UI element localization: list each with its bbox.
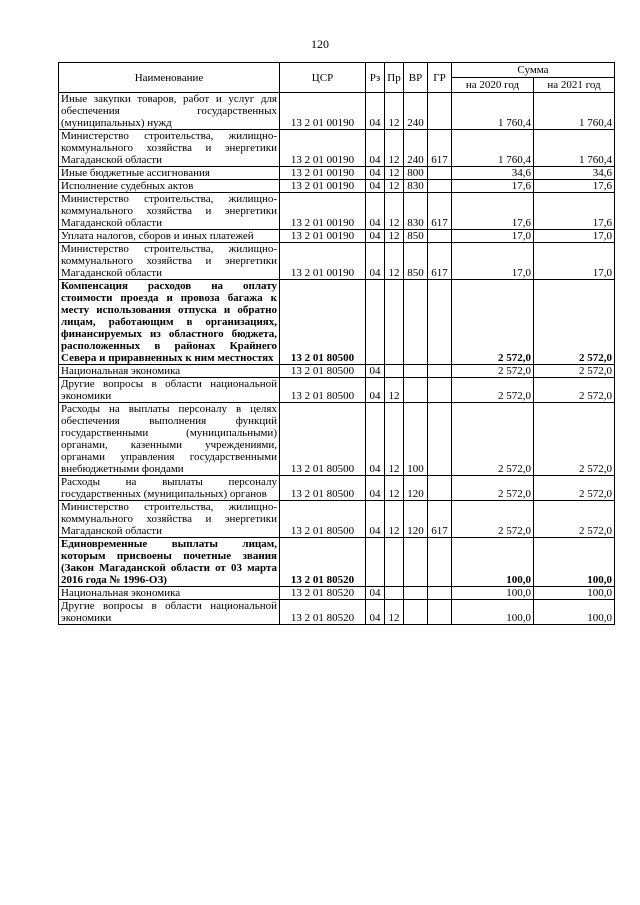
row-pr: 12 [385,476,404,501]
row-pr [385,280,404,365]
row-pr: 12 [385,93,404,130]
row-name: Расходы на выплаты персоналу государственных (муниципальных) органов [59,476,280,501]
row-csr: 13 2 01 80520 [280,538,366,587]
row-rz: 04 [366,230,385,243]
row-sum-2021: 2 572,0 [534,378,615,403]
row-sum-2020: 34,6 [452,167,534,180]
table-row [59,193,615,230]
row-csr: 13 2 01 00190 [280,243,366,280]
row-sum-2020: 2 572,0 [452,403,534,476]
row-csr: 13 2 01 00190 [280,167,366,180]
row-pr: 12 [385,403,404,476]
row-sum-2021: 17,6 [534,180,615,193]
row-csr: 13 2 01 00190 [280,230,366,243]
row-name: Уплата налогов, сборов и иных платежей [59,230,280,243]
row-vr: 240 [404,93,428,130]
row-sum-2021: 1 760,4 [534,130,615,167]
row-rz: 04 [366,501,385,538]
row-rz: 04 [366,193,385,230]
table-row [59,230,615,243]
row-rz: 04 [366,378,385,403]
row-vr: 850 [404,230,428,243]
table-body [59,93,615,625]
row-name: Министерство строительства, жилищно-коммунального хозяйства и энергетики Магаданской области [59,130,280,167]
row-csr: 13 2 01 00190 [280,180,366,193]
row-gr [428,93,452,130]
row-sum-2021: 2 572,0 [534,476,615,501]
row-sum-2021: 100,0 [534,600,615,625]
row-sum-2020: 2 572,0 [452,378,534,403]
row-vr: 120 [404,501,428,538]
row-sum-2020: 1 760,4 [452,93,534,130]
row-sum-2021: 2 572,0 [534,501,615,538]
row-name: Расходы на выплаты персоналу в целях обеспечения выполнения функций государственными (муниципальными) органами, казенными учреждениями, органами управления государственными внебюджетными фондами [59,403,280,476]
row-pr: 12 [385,193,404,230]
row-csr: 13 2 01 00190 [280,193,366,230]
row-vr: 800 [404,167,428,180]
row-sum-2020: 17,0 [452,243,534,280]
row-sum-2021: 100,0 [534,538,615,587]
budget-table [58,62,615,625]
row-csr: 13 2 01 00190 [280,93,366,130]
row-rz: 04 [366,600,385,625]
row-name: Министерство строительства, жилищно-коммунального хозяйства и энергетики Магаданской области [59,193,280,230]
row-csr: 13 2 01 80500 [280,476,366,501]
row-sum-2020: 2 572,0 [452,365,534,378]
table-row [59,403,615,476]
row-rz: 04 [366,243,385,280]
row-pr: 12 [385,600,404,625]
row-rz [366,280,385,365]
row-name: Иные бюджетные ассигнования [59,167,280,180]
page-number: 120 [311,37,329,51]
table-row [59,476,615,501]
row-sum-2020: 2 572,0 [452,501,534,538]
row-vr [404,538,428,587]
row-name: Исполнение судебных актов [59,180,280,193]
row-vr: 120 [404,476,428,501]
row-pr: 12 [385,243,404,280]
row-vr [404,378,428,403]
row-gr [428,365,452,378]
header-vr: ВР [404,63,428,93]
header-gr: ГР [428,63,452,93]
row-sum-2021: 34,6 [534,167,615,180]
table-row [59,243,615,280]
header-year-2020: на 2020 год [452,78,534,93]
header-year-2021: на 2021 год [534,78,615,93]
row-name: Другие вопросы в области национальной экономики [59,600,280,625]
row-gr: 617 [428,193,452,230]
row-gr [428,538,452,587]
row-gr [428,280,452,365]
row-gr [428,378,452,403]
row-gr [428,403,452,476]
row-csr: 13 2 01 80500 [280,403,366,476]
row-vr: 240 [404,130,428,167]
row-gr [428,230,452,243]
row-gr [428,180,452,193]
row-sum-2020: 2 572,0 [452,280,534,365]
row-sum-2021: 2 572,0 [534,403,615,476]
row-sum-2021: 2 572,0 [534,280,615,365]
header-pr: Пр [385,63,404,93]
row-vr: 850 [404,243,428,280]
table-row [59,167,615,180]
row-rz: 04 [366,130,385,167]
row-vr [404,587,428,600]
row-csr: 13 2 01 80500 [280,378,366,403]
table-row [59,180,615,193]
row-gr [428,476,452,501]
row-csr: 13 2 01 80520 [280,600,366,625]
header-rz: Рз [366,63,385,93]
row-pr: 12 [385,230,404,243]
row-pr [385,587,404,600]
row-sum-2021: 100,0 [534,587,615,600]
row-name: Министерство строительства, жилищно-коммунального хозяйства и энергетики Магаданской области [59,501,280,538]
row-rz: 04 [366,93,385,130]
row-pr: 12 [385,501,404,538]
row-name: Национальная экономика [59,365,280,378]
row-csr: 13 2 01 80520 [280,587,366,600]
row-rz: 04 [366,180,385,193]
row-sum-2021: 17,0 [534,243,615,280]
row-sum-2020: 100,0 [452,587,534,600]
table-row [59,600,615,625]
row-gr [428,587,452,600]
row-vr: 100 [404,403,428,476]
row-rz: 04 [366,167,385,180]
row-pr: 12 [385,180,404,193]
table-row [59,587,615,600]
table-row [59,378,615,403]
row-vr [404,365,428,378]
row-sum-2021: 2 572,0 [534,365,615,378]
row-gr: 617 [428,243,452,280]
row-vr: 830 [404,193,428,230]
table-row [59,365,615,378]
row-sum-2020: 2 572,0 [452,476,534,501]
row-name: Другие вопросы в области национальной экономики [59,378,280,403]
header-sum: Сумма [452,63,615,78]
row-sum-2020: 17,6 [452,180,534,193]
row-name: Национальная экономика [59,587,280,600]
table-row [59,501,615,538]
row-sum-2020: 17,0 [452,230,534,243]
row-csr: 13 2 01 80500 [280,280,366,365]
row-sum-2021: 17,6 [534,193,615,230]
row-gr [428,167,452,180]
row-name: Министерство строительства, жилищно-коммунального хозяйства и энергетики Магаданской области [59,243,280,280]
row-sum-2020: 100,0 [452,600,534,625]
row-pr: 12 [385,130,404,167]
table-row [59,280,615,365]
row-sum-2021: 1 760,4 [534,93,615,130]
row-rz [366,538,385,587]
row-gr: 617 [428,130,452,167]
table-row [59,130,615,167]
row-csr: 13 2 01 00190 [280,130,366,167]
row-name: Компенсация расходов на оплату стоимости проезда и провоза багажа к месту использования отпуска и обратно лицам, работающим в организациях, финансируемых из областного бюджета, расположенных в районах Крайнего Севера и приравненных к ним местностях [59,280,280,365]
header-csr: ЦСР [280,63,366,93]
row-rz: 04 [366,587,385,600]
row-pr: 12 [385,378,404,403]
row-sum-2020: 1 760,4 [452,130,534,167]
row-rz: 04 [366,365,385,378]
row-gr: 617 [428,501,452,538]
row-pr: 12 [385,167,404,180]
row-sum-2020: 17,6 [452,193,534,230]
row-name: Иные закупки товаров, работ и услуг для обеспечения государственных (муниципальных) нужд [59,93,280,130]
header-name: Наименование [59,63,280,93]
row-vr: 830 [404,180,428,193]
row-vr [404,280,428,365]
row-sum-2020: 100,0 [452,538,534,587]
row-name: Единовременные выплаты лицам, которым присвоены почетные звания (Закон Магаданской области от 03 марта 2016 года № 1996-ОЗ) [59,538,280,587]
row-rz: 04 [366,403,385,476]
row-pr [385,365,404,378]
row-rz: 04 [366,476,385,501]
row-vr [404,600,428,625]
row-sum-2021: 17,0 [534,230,615,243]
row-pr [385,538,404,587]
table-row [59,538,615,587]
table-row [59,93,615,130]
row-gr [428,600,452,625]
row-csr: 13 2 01 80500 [280,501,366,538]
row-csr: 13 2 01 80500 [280,365,366,378]
